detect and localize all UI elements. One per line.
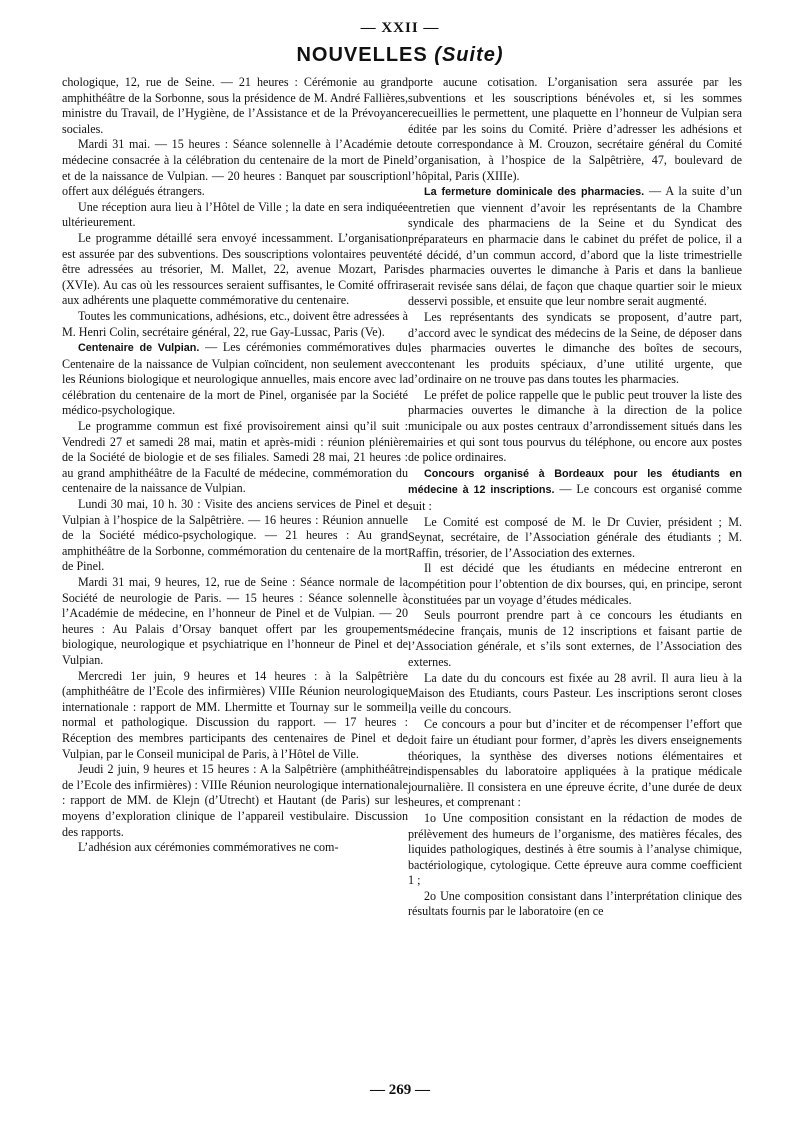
paragraph: Les représentants des syndicats se proposent, d’autre part, d’accord avec le syndicat des médecins de la Seine, de déposer dans les pharmacies ouvertes le dimanche des boîtes de secours, contenant les produits spéciaux, d’une utilité urgente, que d’ordinaire on ne trouve pas dans toutes les pharmacies. [408,309,742,387]
right-column [408,75,742,920]
paragraph: Mercredi 1er juin, 9 heures et 14 heures : à la Salpêtrière (amphithéâtre de l’Ecole des infirmières) VIIIe Réunion neurologique internationale : rapport de MM. Lhermitte et Tournay sur le sommeil normal et pathologique. Discussion du rapport. — 17 heures : Réception des membres participants des centenaires de Pinel et de Vulpian, par le Conseil municipal de Paris, à l’Hôtel de Ville. [62,668,408,761]
paragraph: Une réception aura lieu à l’Hôtel de Ville ; la date en sera indiquée ultérieurement. [62,199,408,230]
section-heading: La fermeture dominicale des pharmacies. [424,186,645,199]
left-column [62,75,408,856]
section-pharmacies [408,184,742,310]
paragraph: L’adhésion aux cérémonies commémoratives ne com- [78,840,339,855]
paragraph: chologique, 12, rue de Seine. — 21 heures : Cérémonie au grand amphithéâtre de la Sorbonne, sous la présidence de M. André Fallières, ministre du Travail, de l’Hygiène, de l’Assistance et de la Prévoyance sociales. [62,75,408,136]
section-heading: Concours organisé à Bordeaux pour les étudiants en médecine à 12 inscriptions. [408,467,742,497]
paragraph: Le programme commun est fixé provisoirement ainsi qu’il suit : Vendredi 27 et samedi 28 mai, matin et après-midi : réunion plénière de la Société de biologie et de ses filiales. Samedi 28 mai, 21 heures : au grand amphithéâtre de la Faculté de médecine, commémoration du centenaire de la naissance de Vulpian. [62,419,408,496]
section-vulpian [62,340,408,419]
paragraph: Mardi 31 mai, 9 heures, 12, rue de Seine : Séance normale de la Société de neurologie de Paris. — 15 heures : Séance solennelle à l’Académie de médecine, en l’honneur de Pinel et de Vulpian. — 20 heures : Au Palais d’Orsay banquet offert par les groupements biologique, neurologique et psychiatrique en l’honneur de Pinel et de Vulpian. [62,575,408,667]
roman-page-number: — XXII — [360,20,440,36]
title-suffix: (Suite) [434,44,504,66]
paragraph: Le Comité est composé de M. le Dr Cuvier, président ; M. Seynat, secrétaire, de l’Association générale des étudiants ; M. Raffin, trésorier, de l’Association des externes. [408,514,742,560]
paragraph: Ce concours a pour but d’inciter et de récompenser l’effort que doit faire un étudiant pour former, d’après les divers enseignements théoriques, la synthèse des diverses notions élémentaires et indispensables du laboratoire appliquées à la pratique médicale journalière. Il consistera en une épreuve écrite, d’une durée de deux heures, et comprenant : [408,717,742,810]
paragraph: 2o Une composition consistant dans l’interprétation clinique des résultats fournis par le laboratoire (en ce [408,888,742,919]
paragraph: Toutes les communications, adhésions, etc., doivent être adressées à M. Henri Colin, secrétaire général, 22, rue Gay-Lussac, Paris (Ve). [62,308,408,339]
paragraph: Il est décidé que les étudiants en médecine entreront en compétition pour l’obtention de dix bourses, qui, en principe, seront constituées par un voyage d’études médicales. [408,561,742,607]
paragraph: Mardi 31 mai. — 15 heures : Séance solennelle à l’Académie de médecine consacrée à la célébration du centenaire de la mort de Pinel et de la naissance de Vulpian. — 20 heures : Banquet par souscription offert aux délégués étrangers. [62,137,408,199]
page-title [0,44,800,67]
paragraph: 1o Une composition consistant en la rédaction de modes de prélèvement des humeurs de l’organisme, des matières fécales, des liquides pathologiques, destinés à être soumis à l’analyse chimique, bactériologique, cytologique. Cette épreuve aura comme coefficient 1 ; [408,810,742,888]
section-text: — A la suite d’un entretien que viennent d’avoir les représentants de la Chambre syndicale des pharmaciens de la Seine et du Syndicat des préparateurs en pharmacie dans le cabinet du préfet de police, il a été décidé, d’un commun accord, d’abord que la liste trimestrielle des pharmacies ouvertes le dimanche à Paris et dans la banlieue serait revisée sans délai, de façon que chaque quartier soir le mieux desservi possible, et ensuite que leur nombre serait augmenté. [408,184,742,309]
paragraph: Jeudi 2 juin, 9 heures et 15 heures : A la Salpêtrière (amphithéâtre de l’Ecole des infirmières) : VIIIe Réunion neurologique internationale : rapport de MM. de Klejn (d’Utrecht) et Hautant (de Paris) sur les moyens d’exploration clinique de l’appareil vestibulaire. Discussion des rapports. [62,762,408,839]
section-text: — Le concours est organisé comme suit : [408,482,743,514]
paragraph: Seuls pourront prendre part à ce concours les étudiants en médecine français, munis de 12 inscriptions et faisant partie de l’Association générale, et s’ils sont externes, de l’Association des externes. [408,608,742,669]
paragraph: Le préfet de police rappelle que le public peut trouver la liste des pharmacies ouvertes le dimanche à la direction de la police municipale ou aux postes centraux d’arrondissement situés dans les mairies et qui sont tous pourvus du téléphone, ou encore aux postes de police ordinaires. [408,387,742,465]
paragraph: Lundi 30 mai, 10 h. 30 : Visite des anciens services de Pinel et de Vulpian à l’hospice de la Salpêtrière. — 16 heures : Réunion annuelle de la Société médico-psychologique. — 21 heures : Au grand amphithéâtre de la Sorbonne, commémoration du centenaire de la mort de Pinel. [62,497,408,574]
paragraph: Le programme détaillé sera envoyé incessamment. L’organisation est assurée par des subventions. Des souscriptions volontaires peuvent être adressées au trésorier, M. Mallet, 22, avenue Mozart, Paris (XVIe). Au cas où les ressources seraient suffisantes, le Comité offrira aux adhérents une plaquette commémorative du centenaire. [62,230,408,308]
page-number: — 269 — [370,1082,430,1098]
section-heading: Centenaire de Vulpian. [78,342,200,355]
section-concours [408,466,742,515]
title-main: NOUVELLES [296,44,428,66]
section-text: — Les cérémonies commémoratives du Centenaire de la naissance de Vulpian coïncident, non seulement avec les Réunions biologique et neurologique annuelles, mais encore avec la célébration du centenaire de la mort de Pinel, organisée par la Société médico-psychologique. [62,340,408,418]
paragraph: La date du du concours est fixée au 28 avril. Il aura lieu à la Maison des Etudiants, cours Pasteur. Les inscriptions seront closes la veille du concours. [408,670,742,716]
paragraph: porte aucune cotisation. L’organisation sera assurée par les subventions et les souscriptions bénévoles et, si les sommes recueillies le permettent, une plaquette en l’honneur de Vulpian sera éditée par les soins du Comité. Prière d’adresser les adhésions et toute correspondance à M. Crouzon, secrétaire général du Comité d’organisation, à l’hospice de la Salpêtrière, 47, boulevard de l’hôpital, Paris (XIIIe). [408,75,742,183]
